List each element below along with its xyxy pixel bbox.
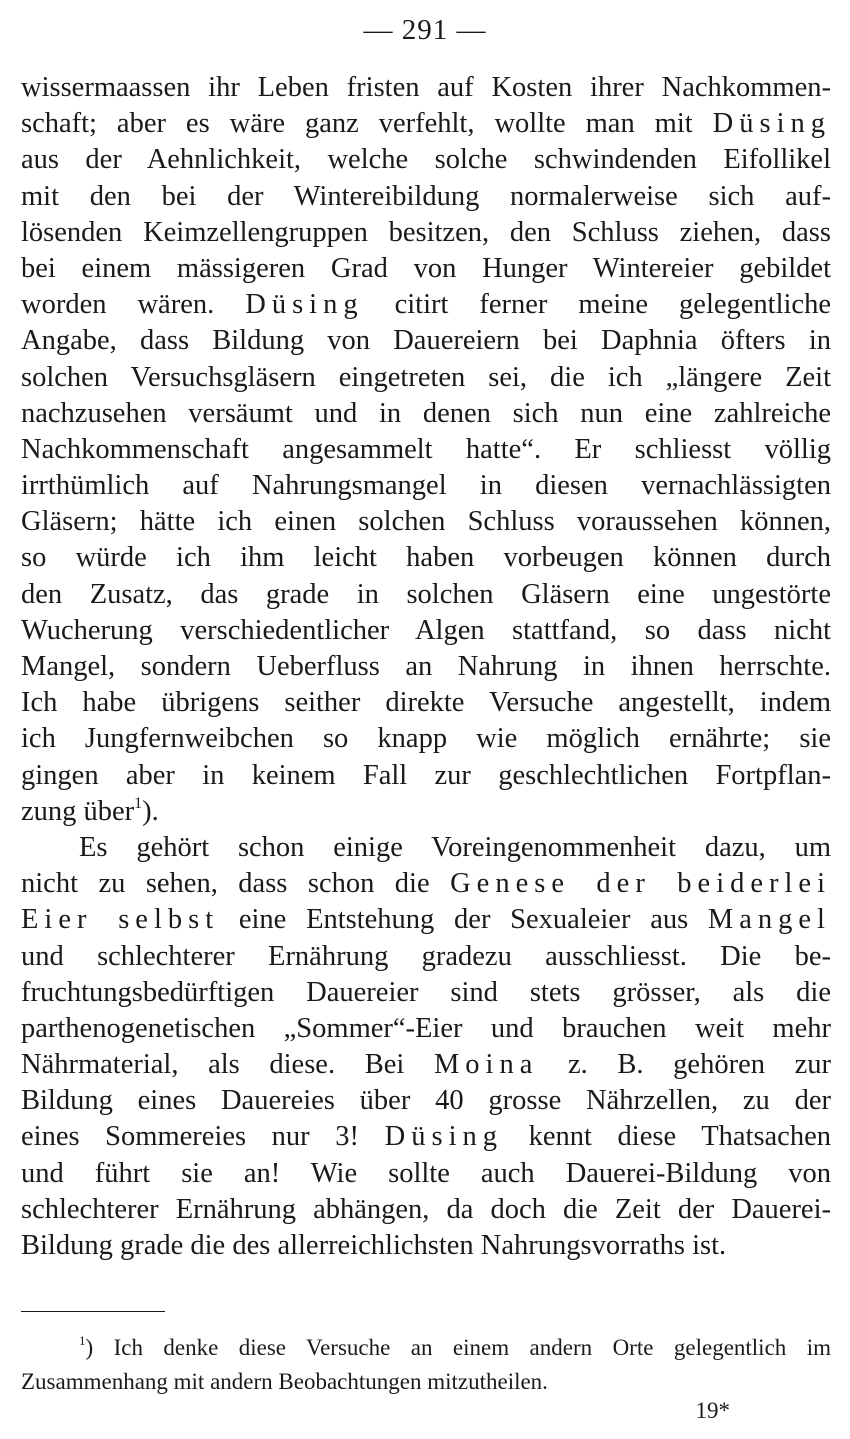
text-line: Ich habe übrigens seither direkte Versuche angestellt, indem xyxy=(21,687,831,719)
text-line: gingen aber in keinem Fall zur geschlechtlichen Fortpflan- xyxy=(21,759,831,791)
text-line: nachzusehen versäumt und in denen sich nun eine zahlreiche xyxy=(21,397,831,429)
text-line: Es gehört schon einige Voreingenommenheit dazu, um xyxy=(79,831,831,863)
text-line: Bildung grade die des allerreichlichsten Nahrungsvorraths ist. xyxy=(21,1230,727,1261)
emphasis-spaced: Genese der beiderlei xyxy=(450,868,831,900)
text-line: Mangel, sondern Ueberfluss an Nahrung in ihnen herrschte. xyxy=(21,651,831,682)
text-line: Nachkommenschaft angesammelt hatte“. Er schliesst völlig xyxy=(21,433,831,465)
footnote-reference: 1 xyxy=(134,794,143,812)
footnote-line: Zusammenhang mit andern Beobachtungen mitzutheilen. xyxy=(21,1369,548,1394)
text-run: zung über xyxy=(21,795,135,827)
text-line: parthenogenetischen „Sommer“-Eier und brauchen weit mehr xyxy=(21,1012,831,1044)
author-name-spaced: Düsing xyxy=(712,108,831,140)
text-line xyxy=(21,902,831,938)
text-line: schlechterer Ernährung abhängen, da doch die Zeit der Dauerei- xyxy=(21,1193,831,1225)
text-run: Nährmaterial, als diese. Bei xyxy=(21,1049,405,1081)
author-name-spaced: Düsing xyxy=(245,289,364,321)
emphasis-spaced: Eier selbst xyxy=(21,904,220,936)
footnote-line xyxy=(21,1331,831,1365)
text-line: Wucherung verschiedentlicher Algen stattfand, so dass nicht xyxy=(21,614,831,646)
footnote xyxy=(21,1331,831,1399)
text-line: Gläsern; hätte ich einen solchen Schluss voraussehen können, xyxy=(21,506,831,538)
text-run: ) Ich denke diese Versuche an einem andern Orte gelegentlich im xyxy=(85,1335,831,1360)
text-run: kennt diese Thatsachen xyxy=(503,1121,831,1153)
text-line: den Zusatz, das grade in solchen Gläsern eine ungestörte xyxy=(21,578,831,610)
text-line: ich Jungfernweibchen so knapp wie möglich ernährte; sie xyxy=(21,723,831,755)
text-line: lösenden Keimzellengruppen besitzen, den Schluss ziehen, dass xyxy=(21,216,831,248)
main-text xyxy=(21,70,831,1264)
genus-name-spaced: Moina xyxy=(433,1049,539,1081)
text-line: wissermaassen ihr Leben fristen auf Kosten ihrer Nachkommen- xyxy=(21,72,831,103)
text-run: schaft; aber es wäre ganz verfehlt, wollte man mit xyxy=(21,108,713,140)
footnote-marker: 1 xyxy=(79,1333,86,1348)
text-line xyxy=(21,1047,831,1083)
printer-signature-mark: 19* xyxy=(695,1398,730,1423)
text-line xyxy=(21,287,831,323)
text-line: irrthümlich auf Nahrungsmangel in diesen vernachlässigten xyxy=(21,470,831,502)
text-line xyxy=(21,106,831,142)
text-line: Bildung eines Dauereies über 40 grosse Nährzellen, zu der xyxy=(21,1085,831,1117)
text-line: Angabe, dass Bildung von Dauereiern bei Daphnia öfters in xyxy=(21,325,831,357)
text-run: nicht zu sehen, dass schon die xyxy=(21,868,451,900)
text-line: mit den bei der Wintereibildung normalerweise sich auf- xyxy=(21,180,831,212)
text-line xyxy=(21,1119,831,1155)
text-line: solchen Versuchsgläsern eingetreten sei, die ich „längere Zeit xyxy=(21,361,831,393)
text-run: eine Entstehung der Sexualeier aus xyxy=(219,904,708,936)
text-line: bei einem mässigeren Grad von Hunger Wintereier gebildet xyxy=(21,252,831,284)
emphasis-spaced: Mangel xyxy=(707,904,831,936)
text-line: aus der Aehnlichkeit, welche solche schwindenden Eifollikel xyxy=(21,144,831,176)
text-run: worden wären. xyxy=(21,289,246,321)
text-line xyxy=(21,794,831,830)
text-line: und schlechterer Ernährung gradezu ausschliesst. Die be- xyxy=(21,940,831,972)
text-run: ). xyxy=(142,795,159,827)
footnote-divider xyxy=(21,1311,165,1312)
text-line: und führt sie an! Wie sollte auch Dauerei-Bildung von xyxy=(21,1157,831,1189)
page-number: — 291 — xyxy=(363,14,487,46)
text-line xyxy=(21,866,831,902)
text-run: eines Sommereies nur 3! xyxy=(21,1121,385,1153)
author-name-spaced: Düsing xyxy=(384,1121,503,1153)
text-run: citirt ferner meine gelegentliche xyxy=(363,289,831,321)
text-line: fruchtungsbedürftigen Dauereier sind stets grösser, als die xyxy=(21,976,831,1008)
text-line: so würde ich ihm leicht haben vorbeugen können durch xyxy=(21,542,831,574)
text-run: z. B. gehören zur xyxy=(538,1049,831,1081)
